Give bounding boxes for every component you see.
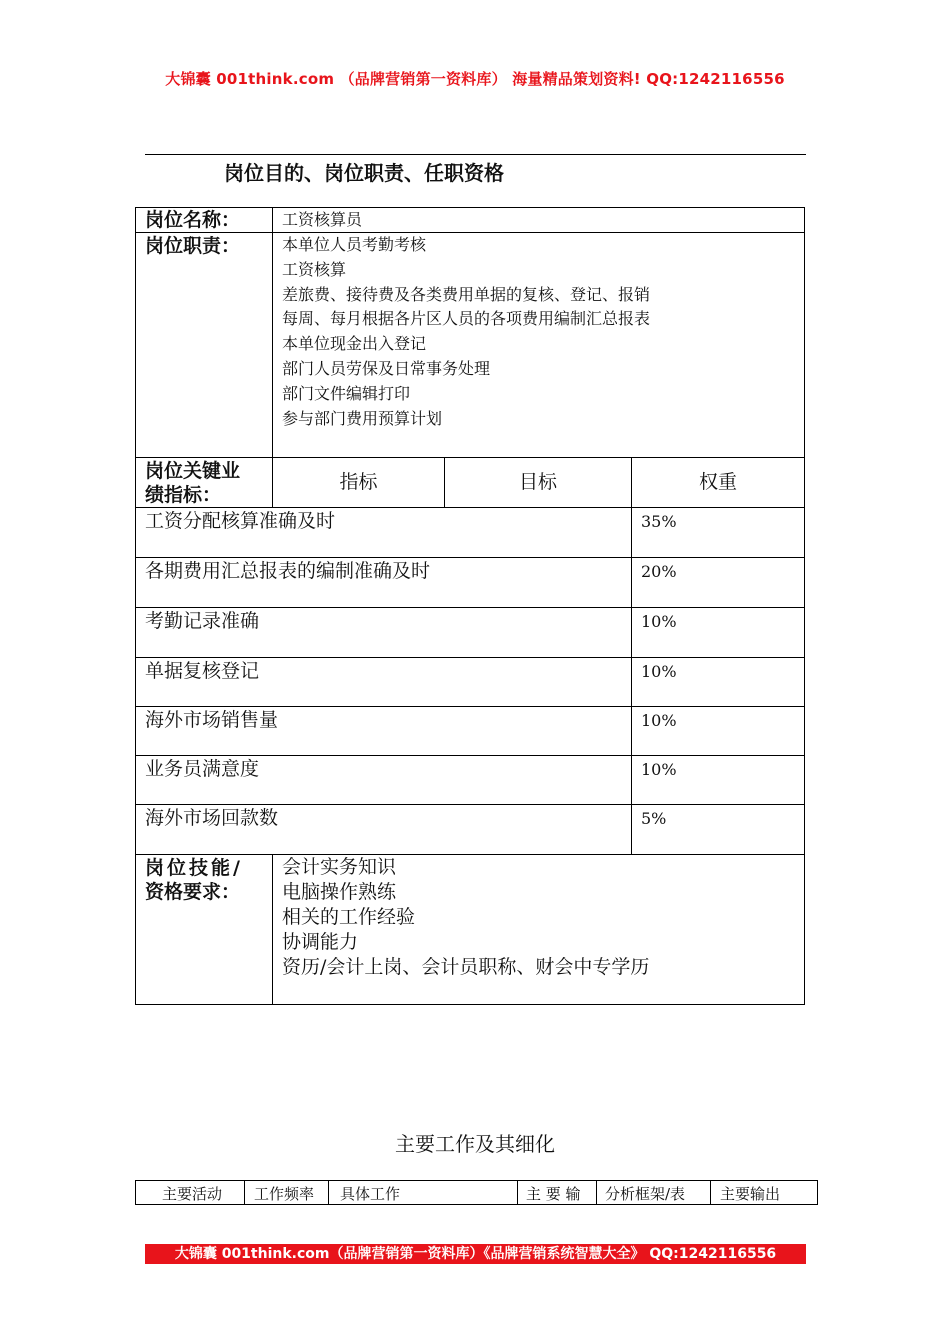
kpi-weight: 10% bbox=[641, 662, 677, 681]
row-divider bbox=[135, 755, 805, 756]
kpi-indicator: 工资分配核算准确及时 bbox=[145, 510, 336, 532]
row-divider bbox=[135, 557, 805, 558]
skills-list bbox=[282, 855, 649, 980]
duties-list bbox=[282, 233, 650, 431]
col-divider bbox=[272, 207, 273, 507]
kpi-indicator: 海外市场回款数 bbox=[145, 807, 279, 829]
row-divider bbox=[135, 706, 805, 707]
kpi-weight: 20% bbox=[641, 562, 677, 581]
table-border-right bbox=[804, 207, 805, 1005]
table-border-left bbox=[135, 207, 136, 1005]
kpi-label bbox=[145, 459, 240, 507]
post-name-value: 工资核算员 bbox=[282, 210, 363, 229]
skills-label bbox=[145, 856, 243, 904]
post-name-label: 岗位名称： bbox=[145, 209, 241, 231]
kpi-weight: 5% bbox=[641, 809, 667, 828]
list-item: 相关的工作经验 bbox=[282, 906, 416, 928]
kpi-indicator: 单据复核登记 bbox=[145, 660, 260, 682]
list-item: 部门人员劳保及日常事务处理 bbox=[282, 358, 491, 378]
skills-label-line: 资格要求： bbox=[145, 881, 241, 903]
footer-banner: 大锦囊 001think.com（品牌营销第一资料库）《品牌营销系统智慧大全》 QQ:1242116556 bbox=[145, 1244, 806, 1264]
kpi-col-target: 目标 bbox=[518, 471, 557, 493]
skills-label-line: 岗位技能/ bbox=[145, 857, 243, 879]
list-item: 参与部门费用预算计划 bbox=[282, 408, 443, 428]
kpi-weight: 10% bbox=[641, 612, 677, 631]
list-item: 每周、每月根据各片区人员的各项费用编制汇总报表 bbox=[282, 309, 651, 329]
kpi-label-line: 岗位关键业 bbox=[145, 460, 241, 482]
duties-label: 岗位职责： bbox=[145, 235, 241, 257]
table-border-bottom bbox=[135, 1004, 805, 1005]
kpi-label-line: 绩指标： bbox=[145, 484, 222, 506]
kpi-indicator: 考勤记录准确 bbox=[145, 610, 260, 632]
section-title: 主要工作及其细化 bbox=[395, 1132, 555, 1156]
col-divider bbox=[135, 1180, 136, 1205]
col-divider bbox=[710, 1180, 711, 1205]
col-divider bbox=[244, 1180, 245, 1205]
table-border-bottom bbox=[135, 1204, 818, 1205]
list-item: 差旅费、接待费及各类费用单据的复核、登记、报销 bbox=[282, 284, 651, 304]
col-divider bbox=[328, 1180, 329, 1205]
list-item: 会计实务知识 bbox=[282, 856, 397, 878]
col-divider bbox=[631, 457, 632, 854]
row-divider bbox=[135, 657, 805, 658]
table-header-cell: 工作频率 bbox=[254, 1185, 315, 1203]
kpi-weight: 10% bbox=[641, 760, 677, 779]
row-divider bbox=[135, 804, 805, 805]
list-item: 本单位人员考勤考核 bbox=[282, 235, 427, 254]
kpi-col-indicator: 指标 bbox=[339, 471, 378, 493]
table-header-cell: 具体工作 bbox=[340, 1185, 401, 1203]
kpi-indicator: 各期费用汇总报表的编制准确及时 bbox=[145, 560, 431, 582]
kpi-weight: 35% bbox=[641, 512, 677, 531]
table-header-cell: 主 要 输 bbox=[526, 1185, 581, 1203]
list-item: 资历/会计上岗、会计员职称、财会中专学历 bbox=[282, 956, 650, 978]
row-divider bbox=[135, 607, 805, 608]
row-divider bbox=[135, 507, 805, 508]
table-header-cell: 主要输出 bbox=[720, 1185, 781, 1203]
kpi-col-weight: 权重 bbox=[698, 471, 737, 493]
list-item: 电脑操作熟练 bbox=[282, 881, 397, 903]
col-divider bbox=[517, 1180, 518, 1205]
work-detail-table bbox=[135, 1180, 818, 1205]
list-item: 部门文件编辑打印 bbox=[282, 383, 411, 403]
list-item: 工资核算 bbox=[282, 259, 347, 279]
kpi-indicator: 业务员满意度 bbox=[145, 758, 260, 780]
table-header-cell: 主要活动 bbox=[162, 1185, 223, 1203]
row-divider bbox=[135, 457, 805, 458]
top-rule bbox=[145, 154, 806, 155]
page-title: 岗位目的、岗位职责、任职资格 bbox=[224, 161, 504, 185]
job-description-table bbox=[135, 207, 805, 1005]
col-divider bbox=[596, 1180, 597, 1205]
table-border-top bbox=[135, 1180, 818, 1181]
col-divider bbox=[272, 854, 273, 1005]
header-banner: 大锦囊 001think.com （品牌营销第一资料库） 海量精品策划资料! QQ:1242116556 bbox=[165, 70, 785, 88]
list-item: 本单位现金出入登记 bbox=[282, 334, 427, 354]
table-header-cell: 分析框架/表 bbox=[605, 1185, 686, 1203]
kpi-indicator: 海外市场销售量 bbox=[145, 709, 279, 731]
list-item: 协调能力 bbox=[282, 931, 359, 953]
col-divider bbox=[817, 1180, 818, 1205]
kpi-weight: 10% bbox=[641, 711, 677, 730]
